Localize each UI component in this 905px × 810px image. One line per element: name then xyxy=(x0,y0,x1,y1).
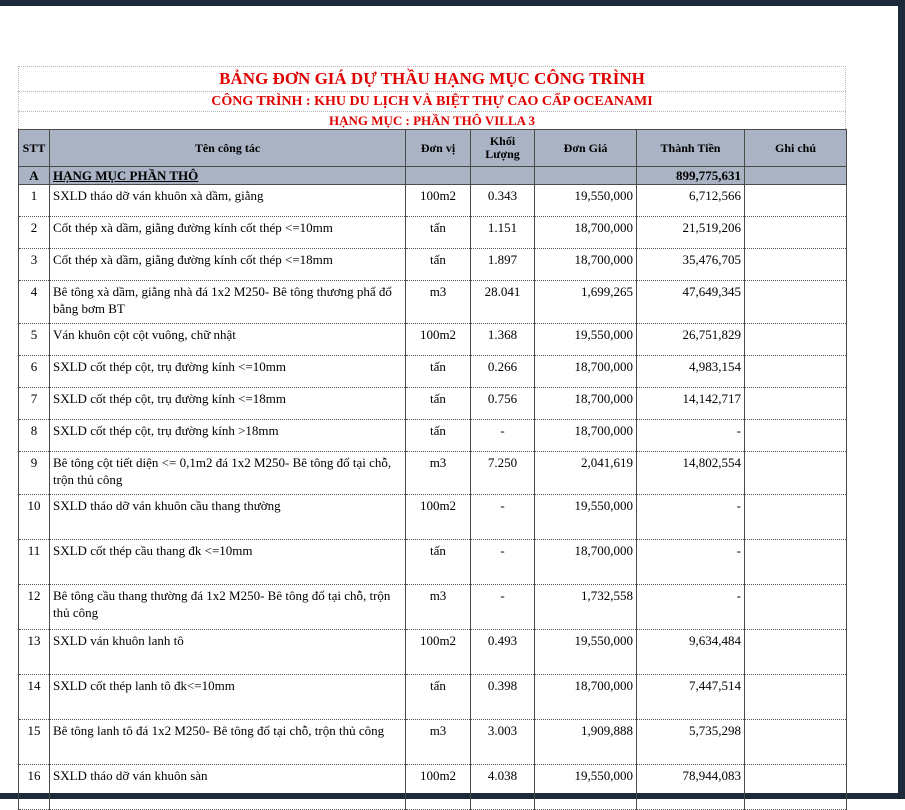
cell-qty[interactable]: 0.343 xyxy=(471,185,535,217)
table-row xyxy=(19,765,847,810)
sheet-title: BẢNG ĐƠN GIÁ DỰ THẦU HẠNG MỤC CÔNG TRÌNH xyxy=(18,66,846,91)
cell-price[interactable]: 18,700,000 xyxy=(535,420,637,452)
cell-qty[interactable]: 0.266 xyxy=(471,356,535,388)
cell-note[interactable] xyxy=(745,540,847,585)
cell-unit[interactable]: m3 xyxy=(406,281,471,324)
table-row xyxy=(19,675,847,720)
cell-total[interactable]: 35,476,705 xyxy=(637,249,745,281)
cell-qty[interactable]: - xyxy=(471,540,535,585)
cell-note[interactable] xyxy=(745,765,847,810)
cell-stt[interactable]: 3 xyxy=(19,249,50,281)
cell-name[interactable]: Bê tông cầu thang thường đá 1x2 M250- Bê tông đổ tại chỗ, trộn thủ công xyxy=(50,585,406,630)
section-total[interactable]: 899,775,631 xyxy=(637,167,745,185)
cell-price[interactable]: 1,699,265 xyxy=(535,281,637,324)
cell-qty[interactable]: 3.003 xyxy=(471,720,535,765)
cell-stt[interactable]: 13 xyxy=(19,630,50,675)
cell-total[interactable]: - xyxy=(637,495,745,540)
section-stt[interactable]: A xyxy=(19,167,50,185)
cell-price[interactable]: 19,550,000 xyxy=(535,630,637,675)
cell-stt[interactable]: 9 xyxy=(19,452,50,495)
cell-qty[interactable]: 4.038 xyxy=(471,765,535,810)
cell-total[interactable]: 26,751,829 xyxy=(637,324,745,356)
cell-stt[interactable]: 12 xyxy=(19,585,50,630)
table-row xyxy=(19,630,847,675)
item-title: HẠNG MỤC : PHẦN THÔ VILLA 3 xyxy=(18,111,846,129)
cell-price[interactable]: 18,700,000 xyxy=(535,388,637,420)
cell-stt[interactable]: 8 xyxy=(19,420,50,452)
cell-note[interactable] xyxy=(745,324,847,356)
table-row xyxy=(19,720,847,765)
cell-total[interactable]: 5,735,298 xyxy=(637,720,745,765)
cell-total[interactable]: - xyxy=(637,540,745,585)
cell-total[interactable]: 9,634,484 xyxy=(637,630,745,675)
table-row xyxy=(19,495,847,540)
cell-total[interactable]: 7,447,514 xyxy=(637,675,745,720)
header-name[interactable]: Tên công tác xyxy=(50,130,406,167)
cell-unit[interactable]: tấn xyxy=(406,675,471,720)
cell-total[interactable]: 21,519,206 xyxy=(637,217,745,249)
cell-note[interactable] xyxy=(745,675,847,720)
header-qty[interactable]: Khối Lượng xyxy=(471,130,535,167)
cell-qty[interactable]: 28.041 xyxy=(471,281,535,324)
cell-note[interactable] xyxy=(745,388,847,420)
cell-name[interactable]: Bê tông cột tiết diện <= 0,1m2 đá 1x2 M250- Bê tông đổ tại chỗ, trộn thủ công xyxy=(50,452,406,495)
section-row xyxy=(19,167,847,185)
cell-total[interactable]: 47,649,345 xyxy=(637,281,745,324)
cell-qty[interactable]: 1.368 xyxy=(471,324,535,356)
cell-unit[interactable]: tấn xyxy=(406,540,471,585)
cell-total[interactable]: 14,142,717 xyxy=(637,388,745,420)
table-row xyxy=(19,388,847,420)
table-row xyxy=(19,249,847,281)
cell-name[interactable]: SXLD ván khuôn lanh tô xyxy=(50,630,406,675)
table-header-row xyxy=(19,130,847,167)
cell-total[interactable]: 6,712,566 xyxy=(637,185,745,217)
window-frame-top xyxy=(0,0,905,6)
cell-price[interactable]: 19,550,000 xyxy=(535,495,637,540)
cell-name[interactable]: SXLD cốt thép cột, trụ đường kính <=10mm xyxy=(50,356,406,388)
cell-stt[interactable]: 11 xyxy=(19,540,50,585)
cell-name[interactable]: SXLD tháo dỡ ván khuôn xà dầm, giằng xyxy=(50,185,406,217)
cell-stt[interactable]: 10 xyxy=(19,495,50,540)
cell-unit[interactable]: 100m2 xyxy=(406,765,471,810)
cell-note[interactable] xyxy=(745,217,847,249)
cell-name[interactable]: Cốt thép xà dầm, giằng đường kính cốt thép <=10mm xyxy=(50,217,406,249)
cell-note[interactable] xyxy=(745,495,847,540)
header-unit[interactable]: Đơn vị xyxy=(406,130,471,167)
table-row xyxy=(19,281,847,324)
cell-unit[interactable]: 100m2 xyxy=(406,324,471,356)
cell-qty[interactable]: 1.897 xyxy=(471,249,535,281)
cell-price[interactable]: 2,041,619 xyxy=(535,452,637,495)
cell-qty[interactable]: 0.756 xyxy=(471,388,535,420)
section-unit[interactable] xyxy=(406,167,471,185)
cell-unit[interactable]: m3 xyxy=(406,585,471,630)
cell-qty[interactable]: - xyxy=(471,420,535,452)
section-qty[interactable] xyxy=(471,167,535,185)
cell-note[interactable] xyxy=(745,452,847,495)
cell-unit[interactable]: tấn xyxy=(406,217,471,249)
cell-qty[interactable]: 0.398 xyxy=(471,675,535,720)
cell-note[interactable] xyxy=(745,630,847,675)
cell-price[interactable]: 18,700,000 xyxy=(535,249,637,281)
cell-price[interactable]: 18,700,000 xyxy=(535,540,637,585)
cell-stt[interactable]: 14 xyxy=(19,675,50,720)
cell-total[interactable]: 4,983,154 xyxy=(637,356,745,388)
cell-price[interactable]: 1,909,888 xyxy=(535,720,637,765)
cell-unit[interactable]: tấn xyxy=(406,249,471,281)
table-row xyxy=(19,324,847,356)
cell-unit[interactable]: tấn xyxy=(406,356,471,388)
cell-price[interactable]: 1,732,558 xyxy=(535,585,637,630)
section-name[interactable]: HẠNG MỤC PHẦN THÔ xyxy=(50,167,406,185)
cell-unit[interactable]: 100m2 xyxy=(406,185,471,217)
cell-name[interactable]: SXLD tháo dỡ ván khuôn cầu thang thường xyxy=(50,495,406,540)
cell-qty[interactable]: - xyxy=(471,495,535,540)
header-stt[interactable]: STT xyxy=(19,130,50,167)
window-frame-right xyxy=(898,0,905,799)
table-row xyxy=(19,217,847,249)
cell-unit[interactable]: m3 xyxy=(406,720,471,765)
cell-unit[interactable]: m3 xyxy=(406,452,471,495)
cell-total[interactable]: - xyxy=(637,420,745,452)
cell-name[interactable]: SXLD cốt thép cầu thang đk <=10mm xyxy=(50,540,406,585)
cell-unit[interactable]: tấn xyxy=(406,420,471,452)
table-row xyxy=(19,585,847,630)
cell-note[interactable] xyxy=(745,720,847,765)
cell-stt[interactable]: 16 xyxy=(19,765,50,810)
cell-name[interactable]: Bê tông xà dầm, giằng nhà đá 1x2 M250- Bê tông thương phẩ đổ bằng bơm BT xyxy=(50,281,406,324)
cell-name[interactable]: SXLD cốt thép cột, trụ đường kính <=18mm xyxy=(50,388,406,420)
cell-name[interactable]: Ván khuôn cột cột vuông, chữ nhật xyxy=(50,324,406,356)
cell-unit[interactable]: 100m2 xyxy=(406,495,471,540)
cell-note[interactable] xyxy=(745,585,847,630)
cell-name[interactable]: Bê tông lanh tô đá 1x2 M250- Bê tông đổ tại chỗ, trộn thủ công xyxy=(50,720,406,765)
cell-stt[interactable]: 15 xyxy=(19,720,50,765)
cell-qty[interactable]: 7.250 xyxy=(471,452,535,495)
cell-note[interactable] xyxy=(745,281,847,324)
cell-price[interactable]: 19,550,000 xyxy=(535,324,637,356)
cell-total[interactable]: - xyxy=(637,585,745,630)
cell-name[interactable]: SXLD cốt thép lanh tô đk<=10mm xyxy=(50,675,406,720)
cell-qty[interactable]: 0.493 xyxy=(471,630,535,675)
cell-stt[interactable]: 1 xyxy=(19,185,50,217)
cell-unit[interactable]: 100m2 xyxy=(406,630,471,675)
header-note[interactable]: Ghi chú xyxy=(745,130,847,167)
spreadsheet xyxy=(18,66,846,810)
cell-total[interactable]: 78,944,083 xyxy=(637,765,745,810)
header-total[interactable]: Thành Tiền xyxy=(637,130,745,167)
cell-stt[interactable]: 7 xyxy=(19,388,50,420)
cell-name[interactable]: SXLD cốt thép cột, trụ đường kính >18mm xyxy=(50,420,406,452)
cell-qty[interactable]: - xyxy=(471,585,535,630)
cell-price[interactable]: 18,700,000 xyxy=(535,675,637,720)
cell-name[interactable]: SXLD tháo dỡ ván khuôn sàn xyxy=(50,765,406,810)
cell-price[interactable]: 18,700,000 xyxy=(535,356,637,388)
cell-price[interactable]: 19,550,000 xyxy=(535,765,637,810)
cell-price[interactable]: 19,550,000 xyxy=(535,185,637,217)
project-title: CÔNG TRÌNH : KHU DU LỊCH VÀ BIỆT THỰ CAO CẤP OCEANAMI xyxy=(18,91,846,111)
section-price[interactable] xyxy=(535,167,637,185)
table-row xyxy=(19,356,847,388)
cell-stt[interactable]: 2 xyxy=(19,217,50,249)
cell-stt[interactable]: 5 xyxy=(19,324,50,356)
table-row xyxy=(19,452,847,495)
header-price[interactable]: Đơn Giá xyxy=(535,130,637,167)
cell-note[interactable] xyxy=(745,356,847,388)
cell-stt[interactable]: 4 xyxy=(19,281,50,324)
cell-note[interactable] xyxy=(745,420,847,452)
table-row xyxy=(19,185,847,217)
cell-qty[interactable]: 1.151 xyxy=(471,217,535,249)
cell-stt[interactable]: 6 xyxy=(19,356,50,388)
section-note[interactable] xyxy=(745,167,847,185)
bid-price-table xyxy=(18,129,847,810)
table-row xyxy=(19,420,847,452)
cell-note[interactable] xyxy=(745,185,847,217)
cell-name[interactable]: Cốt thép xà dầm, giằng đường kính cốt thép <=18mm xyxy=(50,249,406,281)
cell-unit[interactable]: tấn xyxy=(406,388,471,420)
cell-price[interactable]: 18,700,000 xyxy=(535,217,637,249)
cell-note[interactable] xyxy=(745,249,847,281)
cell-total[interactable]: 14,802,554 xyxy=(637,452,745,495)
table-row xyxy=(19,540,847,585)
